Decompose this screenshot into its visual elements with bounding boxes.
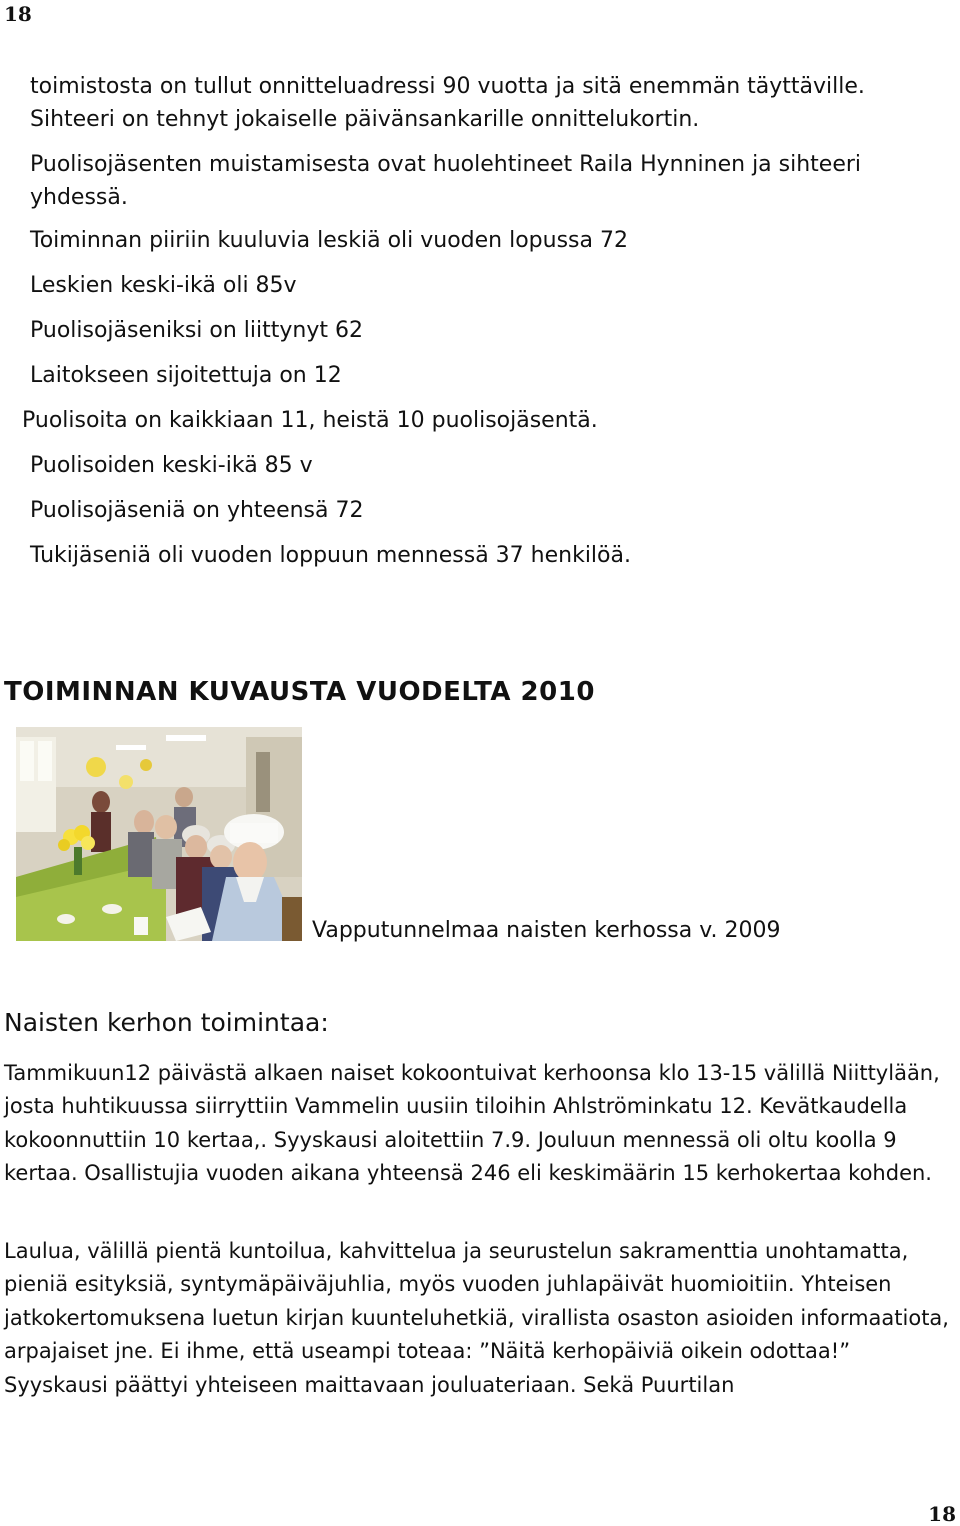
stat-line-spouse-members: Puolisojäseniä on yhteensä 72 — [30, 498, 364, 523]
page-number-top: 18 — [4, 2, 32, 26]
club-photo — [16, 727, 302, 941]
intro-paragraph-1: toimistosta on tullut onnitteluadressi 90 vuotta ja sitä enemmän täyttäville. Sihteeri on tehnyt jokaiselle päivänsankarille onnittelukortin. — [30, 74, 865, 132]
section-heading: TOIMINNAN KUVAUSTA VUODELTA 2010 — [4, 677, 595, 707]
stat-line-spouses: Puolisoita on kaikkiaan 11, heistä 10 puolisojäsentä. — [22, 408, 598, 433]
stat-line-widow-age: Leskien keski-ikä oli 85v — [30, 273, 297, 298]
photo-caption: Vapputunnelmaa naisten kerhossa v. 2009 — [312, 918, 781, 943]
club-paragraph-2: Laulua, välillä pientä kuntoilua, kahvittelua ja seurustelun sakramenttia unohtamatta, pieniä esityksiä, syntymäpäiväjuhlia, myös vuoden juhlapäivät huomioitiin. Yhteisen jatkokertomuksena luetun kirjan kuunteluhetkiä, virallista osaston asioiden informaatiota, arpajaiset jne. Ei ihme, että useampi toteaa: ”Näitä kerhopäiviä oikein odottaa!” Syyskausi päättyi yhteiseen maittavaan jouluateriaan. Sekä Puurtilan — [4, 1239, 949, 1397]
club-paragraph-1: Tammikuun12 päivästä alkaen naiset kokoontuivat kerhoonsa klo 13-15 välillä Niittylään, josta huhtikuussa siirryttiin Vammelin uusiin tiloihin Ahlströminkatu 12. Kevätkaudella kokoonnuttiin 10 kertaa,. Syyskausi aloitettiin 7.9. Jouluun mennessä oli oltu koolla 9 kertaa. Osallistujia vuoden aikana yhteensä 246 eli keskimäärin 15 kerhokertaa kohden. — [4, 1061, 940, 1186]
stat-line-widows: Toiminnan piiriin kuuluvia leskiä oli vuoden lopussa 72 — [30, 228, 628, 253]
stat-line-institution: Laitokseen sijoitettuja on 12 — [30, 363, 342, 388]
stat-line-supporters: Tukijäseniä oli vuoden loppuun mennessä 37 henkilöä. — [30, 543, 631, 568]
stat-line-spouse-age: Puolisoiden keski-ikä 85 v — [30, 453, 313, 478]
intro-paragraph-2: Puolisojäsenten muistamisesta ovat huolehtineet Raila Hynninen ja sihteeri yhdessä. — [30, 152, 862, 210]
page-number-bottom: 18 — [928, 1502, 956, 1526]
club-heading: Naisten kerhon toimintaa: — [4, 1008, 329, 1037]
stat-line-joined: Puolisojäseniksi on liittynyt 62 — [30, 318, 363, 343]
